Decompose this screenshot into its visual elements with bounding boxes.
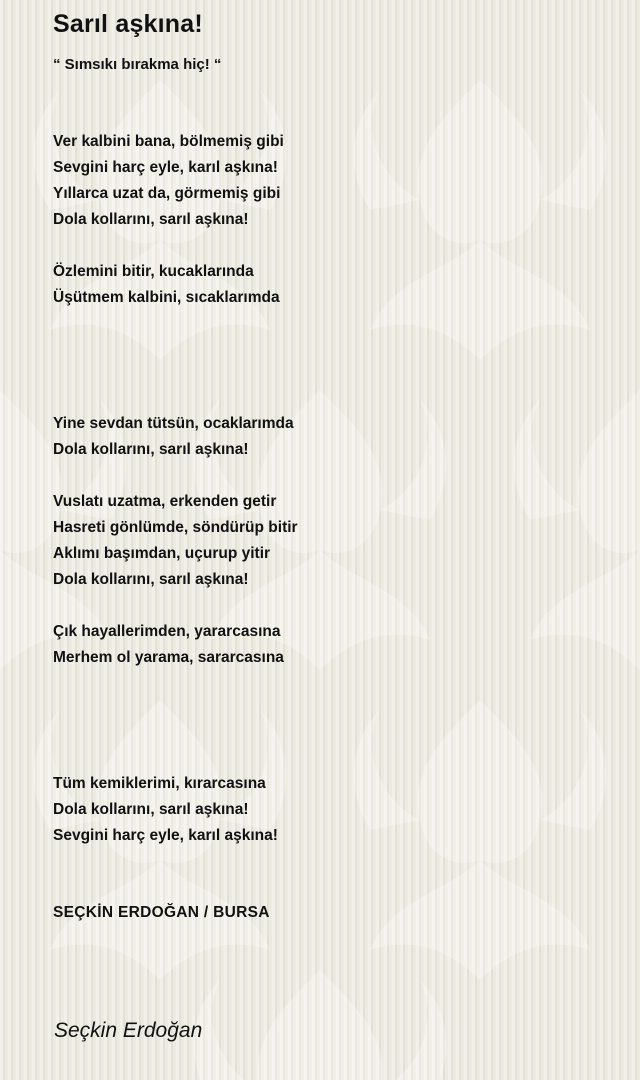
poem-line: Ver kalbini bana, bölmemiş gibi: [53, 133, 284, 150]
poem-line: Sevgini harç eyle, karıl aşkına!: [53, 827, 278, 844]
poem-line: Sevgini harç eyle, karıl aşkına!: [53, 159, 278, 176]
poem-line: Merhem ol yarama, sararcasına: [53, 649, 284, 666]
poem-line: Dola kollarını, sarıl aşkına!: [53, 571, 249, 588]
poem-line: Dola kollarını, sarıl aşkına!: [53, 211, 249, 228]
poem-title: Sarıl aşkına!: [53, 10, 203, 38]
poem-line: Dola kollarını, sarıl aşkına!: [53, 801, 249, 818]
poem-line: Özlemini bitir, kucaklarında: [53, 263, 254, 280]
poem-line: Yıllarca uzat da, görmemiş gibi: [53, 185, 281, 202]
poem-line: Yine sevdan tütsün, ocaklarımda: [53, 415, 294, 432]
poem-signature: SEÇKİN ERDOĞAN / BURSA: [53, 904, 270, 921]
poem-line: Tüm kemiklerimi, kırarcasına: [53, 775, 266, 792]
poem-line: Dola kollarını, sarıl aşkına!: [53, 441, 249, 458]
poem-line: Çık hayallerimden, yararcasına: [53, 623, 281, 640]
poem-line: Hasreti gönlümde, söndürüp bitir: [53, 519, 298, 536]
poem-line: Vuslatı uzatma, erkenden getir: [53, 493, 277, 510]
author-name: Seçkin Erdoğan: [54, 1019, 203, 1042]
poem-line: Aklımı başımdan, uçurup yitir: [53, 545, 271, 562]
poem-line: Üşütmem kalbini, sıcaklarımda: [53, 289, 280, 306]
poem-subtitle: “ Sımsıkı bırakma hiç! “: [53, 56, 222, 73]
